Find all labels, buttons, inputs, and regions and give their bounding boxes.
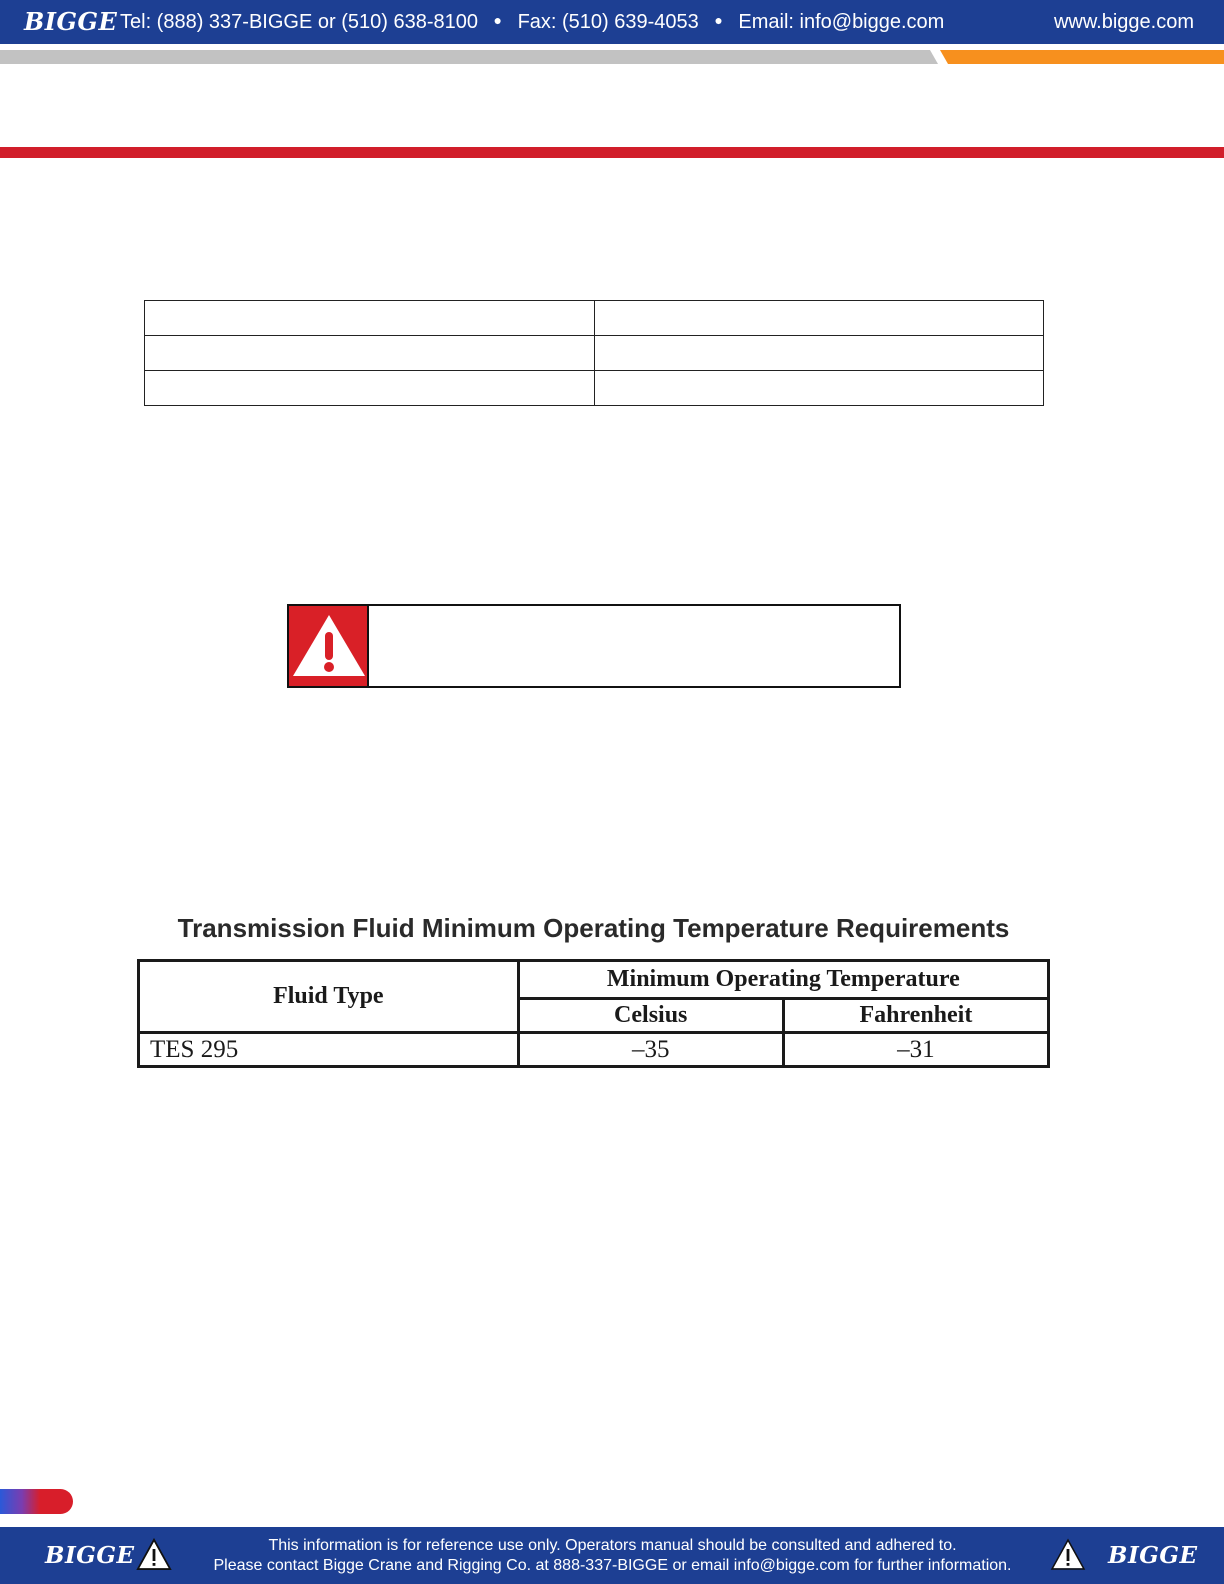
table-cell [594, 336, 1044, 371]
min-temp-header: Minimum Operating Temperature [518, 961, 1048, 999]
table-row [145, 336, 1044, 371]
bullet-icon: ● [493, 12, 502, 28]
warning-triangle-icon [136, 1538, 172, 1572]
header-red-rule [0, 147, 1224, 158]
fax-number: Fax: (510) 639-4053 [517, 11, 699, 33]
warning-box [287, 604, 901, 688]
table-row [145, 371, 1044, 406]
header-bar [0, 0, 1224, 44]
table-header-row [139, 961, 1049, 999]
bigge-logo: BIGGE [24, 7, 118, 36]
celsius-header: Celsius [518, 999, 783, 1033]
warning-triangle-icon [291, 612, 367, 680]
footer-disclaimer [190, 1536, 1035, 1576]
footer-logo-right: BIGGE [1108, 1542, 1198, 1569]
blank-table [144, 300, 1044, 406]
table-cell [145, 301, 595, 336]
table-cell [145, 336, 595, 371]
warning-triangle-icon [1050, 1538, 1086, 1572]
contact-info [120, 11, 944, 34]
email-address: Email: info@bigge.com [738, 11, 945, 33]
fluid-name-cell: TES 295 [139, 1033, 519, 1067]
header-accent-strip [0, 50, 1224, 64]
footer-bar [0, 1527, 1224, 1584]
page-tab [0, 1489, 73, 1514]
bullet-icon: ● [714, 12, 723, 28]
fahrenheit-header: Fahrenheit [783, 999, 1048, 1033]
warning-icon-panel [289, 606, 369, 686]
footer-line-1: This information is for reference use only. Operators manual should be consulted and adhered to. [268, 1537, 957, 1554]
footer-line-2: Please contact Bigge Crane and Rigging Co. at 888-337-BIGGE or email info@bigge.com for further information. [213, 1557, 1012, 1574]
transmission-fluid-table [137, 959, 1050, 1068]
fluid-type-header: Fluid Type [139, 961, 519, 1033]
phone-number: Tel: (888) 337-BIGGE or (510) 638-8100 [120, 11, 478, 33]
fahrenheit-cell: –31 [783, 1033, 1048, 1067]
website-link[interactable]: www.bigge.com [1053, 11, 1194, 33]
footer-logo-left: BIGGE [45, 1542, 135, 1569]
fluid-table-title: Transmission Fluid Minimum Operating Temperature Requirements [177, 913, 1010, 943]
table-cell [145, 371, 595, 406]
table-cell [594, 301, 1044, 336]
table-row [145, 301, 1044, 336]
table-cell [594, 371, 1044, 406]
table-row [139, 1033, 1049, 1067]
celsius-cell: –35 [518, 1033, 783, 1067]
